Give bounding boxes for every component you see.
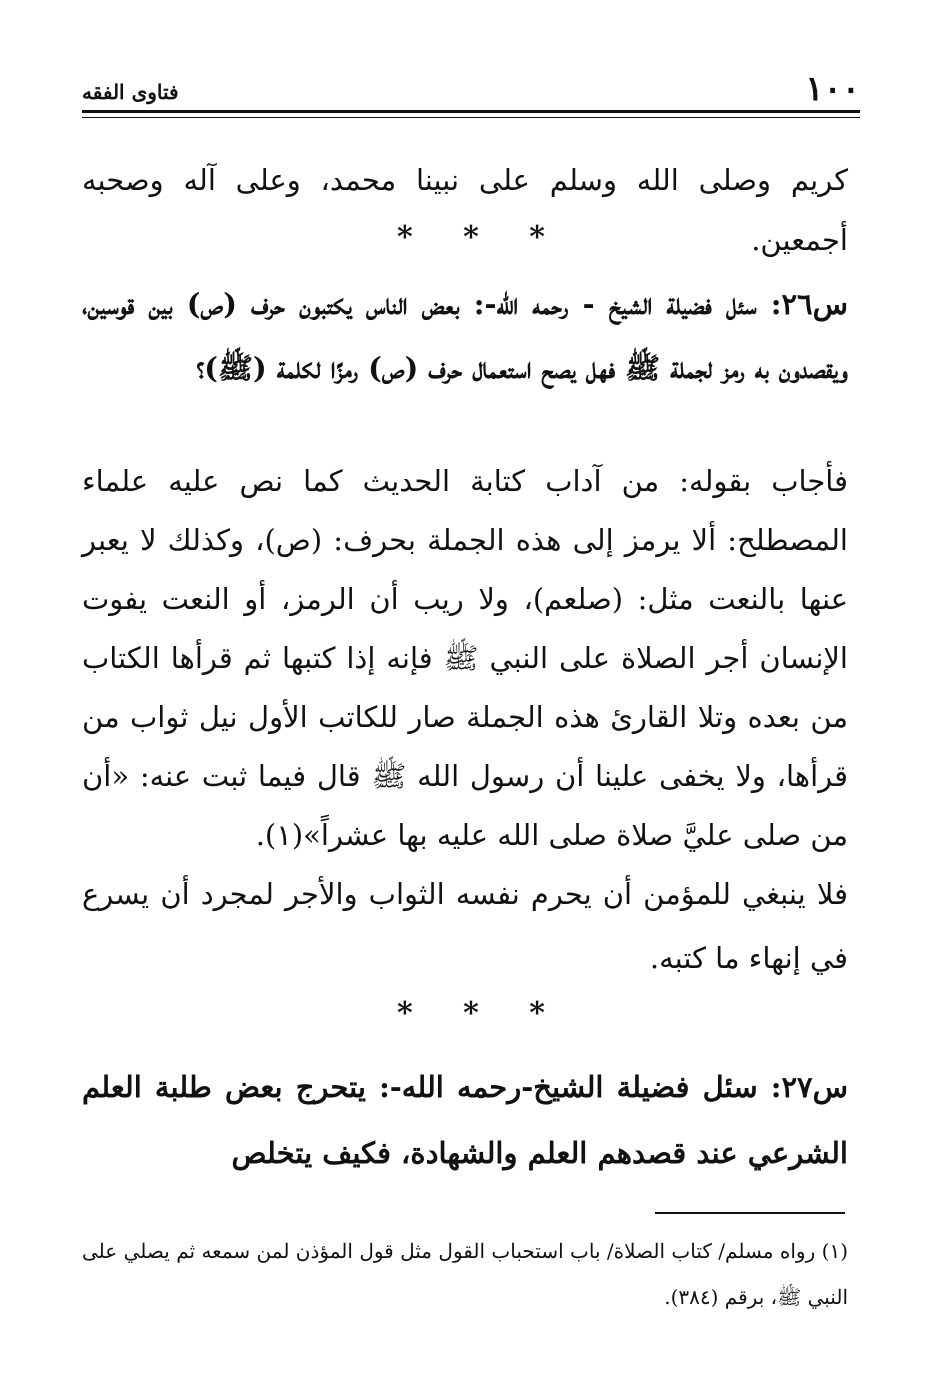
footnote-1: (١) رواه مسلم/ كتاب الصلاة/ باب استحباب القول مثل قول المؤذن لمن سمعه ثم يصلي على النبي ﷺ، برقم (٣٨٤). <box>82 1239 849 1309</box>
book-title: فتاوى الفقه <box>82 80 179 104</box>
closing-paragraph: كريم وصلى الله وسلم على نبينا محمد، وعلى آله وصحبه أجمعين. <box>82 163 848 257</box>
question-27: س٢٧: سئل فضيلة الشيخ-رحمه الله-: يتحرج بعض طلبة العلم الشرعي عند قصدهم العلم والشهادة، فكيف يتخلص <box>82 1070 848 1170</box>
section-separator-2: * * * <box>397 996 545 1031</box>
footnote-rule <box>655 1212 845 1214</box>
question-26: س٢٦: سئل فضيلة الشيخ - رحمه الله-: بعض الناس يكتبون حرف (ص) بين قوسين، ويقصدون به رمز لجملة ﷺ فهل يصح استعمال حرف (ص) رمزًا لكلمة (ﷺ)؟ <box>82 287 848 385</box>
answer-paragraph: فأجاب بقوله: من آداب كتابة الحديث كما نص عليه علماء المصطلح: ألا يرمز إلى هذه الجملة بحرف: (ص)، وكذلك لا يعبر عنها بالنعت مثل: (صلعم)، ولا ريب أن الرمز، أو النعت يفوت الإنسان أجر الصلاة على النبي ﷺ فإنه إذا كتبها ثم قرأها الكتاب من بعده وتلا القارئ هذه الجملة صار للكاتب الأول نيل ثواب من قرأها، ولا يخفى علينا أن رسول الله ﷺ قال فيما ثبت عنه: «أن من صلى عليَّ صلاة صلى الله عليه بها عشراً»(١). <box>82 464 848 852</box>
header-rule <box>82 110 860 118</box>
running-header <box>82 66 860 109</box>
page-number: ١٠٠ <box>805 69 860 109</box>
advice-paragraph: فلا ينبغي للمؤمن أن يحرم نفسه الثواب والأجر لمجرد أن يسرع في إنهاء ما كتبه. <box>82 877 848 975</box>
section-separator: * * * <box>397 220 545 255</box>
